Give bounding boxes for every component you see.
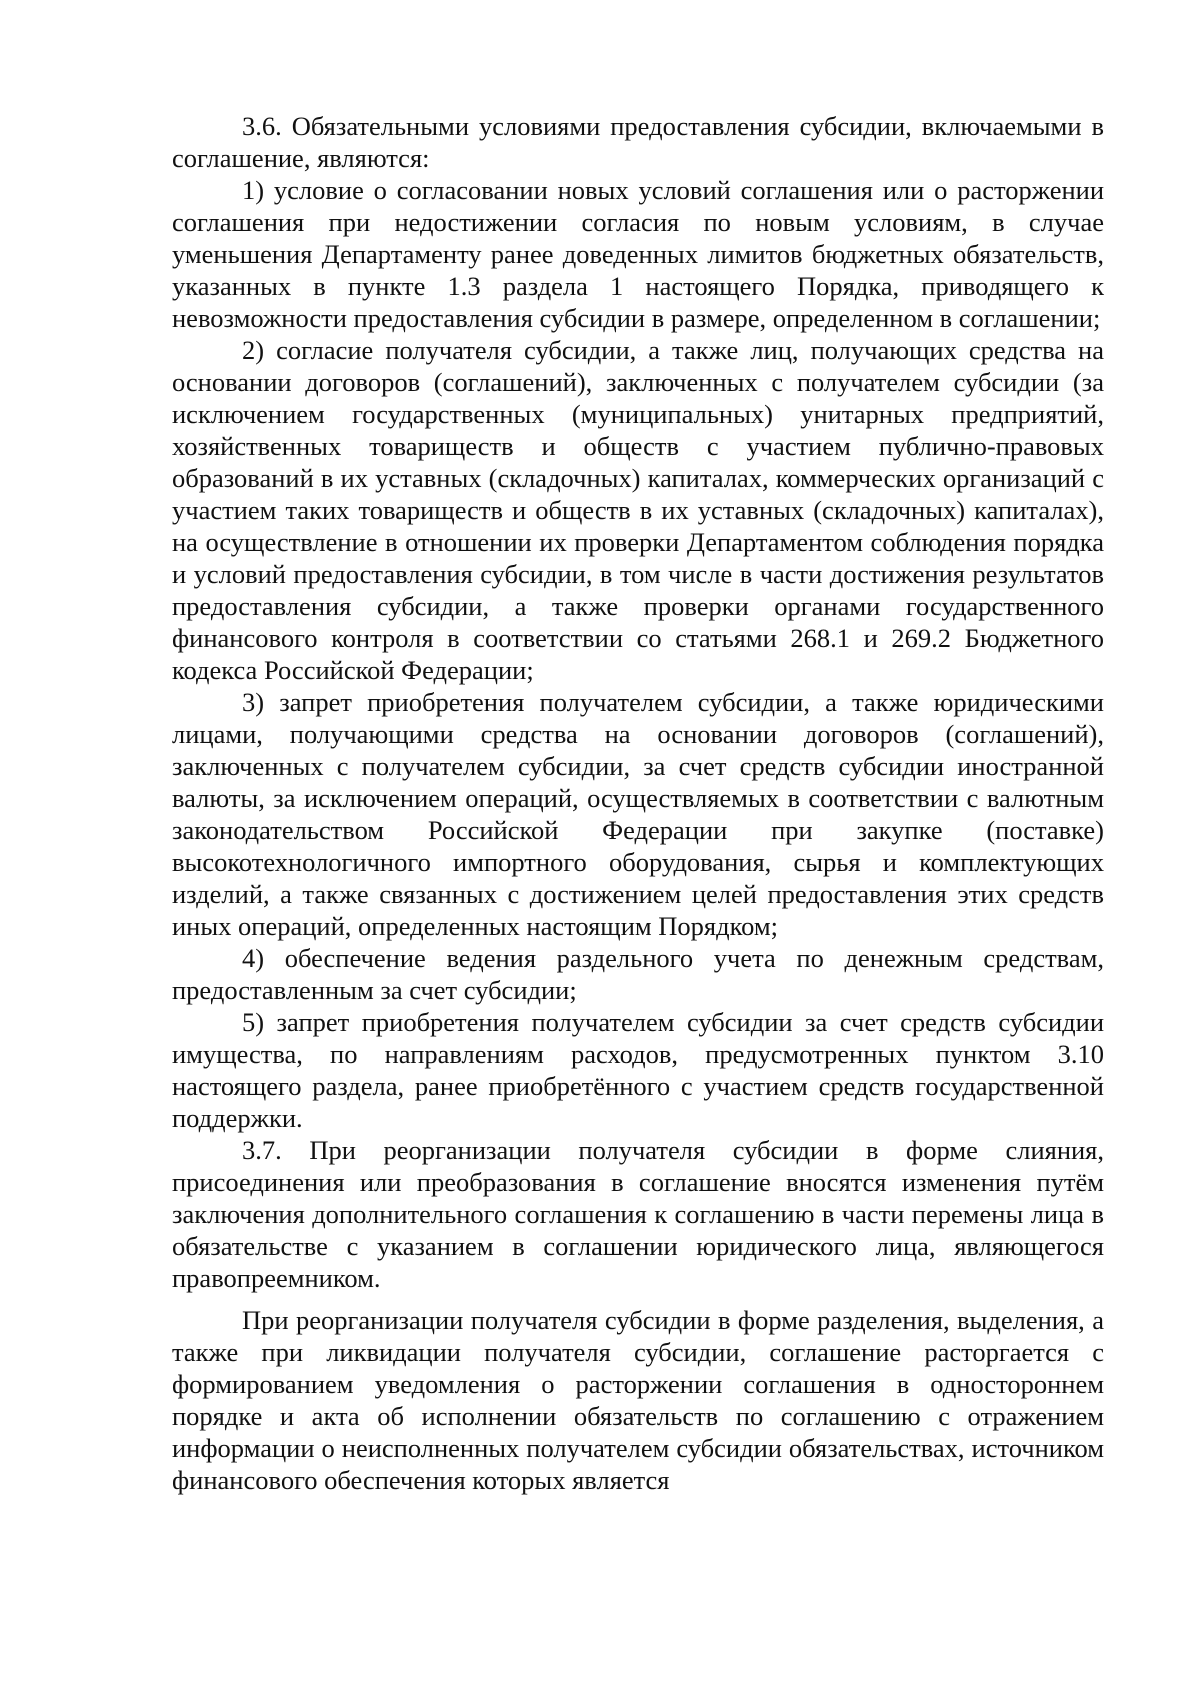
paragraph-item-4: 4) обеспечение ведения раздельного учета по денежным средствам, предоставленным за счет субсидии;: [172, 943, 1104, 1005]
paragraph-3-6-heading: 3.6. Обязательными условиями предоставления субсидии, включаемыми в соглашение, являются:: [172, 111, 1104, 173]
paragraph-3-7: 3.7. При реорганизации получателя субсидии в форме слияния, присоединения или преобразования в соглашение вносятся изменения путём заключения дополнительного соглашения к соглашению в части перемены лица в обязательстве с указанием в соглашении юридического лица, являющегося правопреемником.: [172, 1135, 1104, 1293]
paragraph-reorganization: При реорганизации получателя субсидии в форме разделения, выделения, а также при ликвидации получателя субсидии, соглашение расторгается с формированием уведомления о расторжении соглашения в одностороннем порядке и акта об исполнении обязательств по соглашению с отражением информации о неисполненных получателем субсидии обязательствах, источником финансового обеспечения которых является: [172, 1305, 1104, 1495]
document-body: [172, 110, 1104, 1496]
paragraph-item-3: 3) запрет приобретения получателем субсидии, а также юридическими лицами, получающими средства на основании договоров (соглашений), заключенных с получателем субсидии, за счет средств субсидии иностранной валюты, за исключением операций, осуществляемых в соответствии с валютным законодательством Российской Федерации при закупке (поставке) высокотехнологичного импортного оборудования, сырья и комплектующих изделий, а также связанных с достижением целей предоставления этих средств иных операций, определенных настоящим Порядком;: [172, 687, 1104, 941]
paragraph-item-5: 5) запрет приобретения получателем субсидии за счет средств субсидии имущества, по направлениям расходов, предусмотренных пунктом 3.10 настоящего раздела, ранее приобретённого с участием средств государственной поддержки.: [172, 1007, 1104, 1133]
paragraph-item-1: 1) условие о согласовании новых условий соглашения или о расторжении соглашения при недостижении согласия по новым условиям, в случае уменьшения Департаменту ранее доведенных лимитов бюджетных обязательств, указанных в пункте 1.3 раздела 1 настоящего Порядка, приводящего к невозможности предоставления субсидии в размере, определенном в соглашении;: [172, 175, 1104, 333]
paragraph-item-2: 2) согласие получателя субсидии, а также лиц, получающих средства на основании договоров (соглашений), заключенных с получателем субсидии (за исключением государственных (муниципальных) унитарных предприятий, хозяйственных товариществ и обществ с участием публично-правовых образований в их уставных (складочных) капиталах, коммерческих организаций с участием таких товариществ и обществ в их уставных (складочных) капиталах), на осуществление в отношении их проверки Департаментом соблюдения порядка и условий предоставления субсидии, в том числе в части достижения результатов предоставления субсидии, а также проверки органами государственного финансового контроля в соответствии со статьями 268.1 и 269.2 Бюджетного кодекса Российской Федерации;: [172, 335, 1104, 685]
